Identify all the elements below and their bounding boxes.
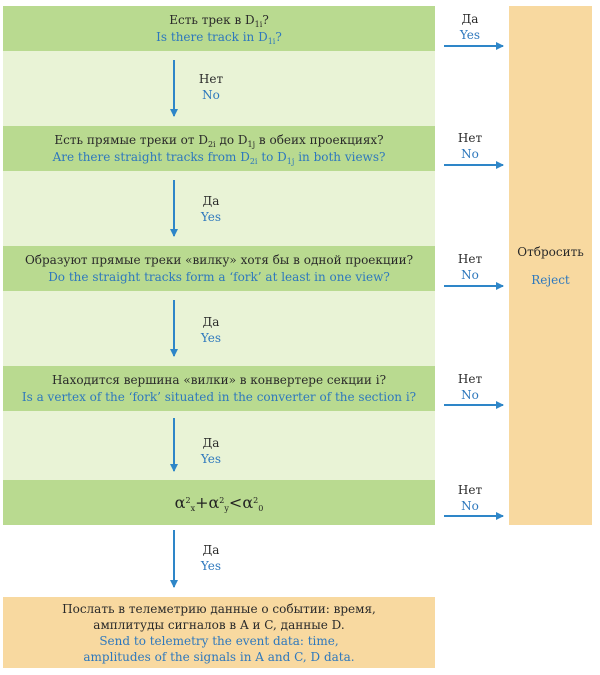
side-label-2: Нет No <box>457 131 483 161</box>
output-en-line-2: amplitudes of the signals in A and C, D data. <box>83 649 355 664</box>
side-label-4: Нет No <box>457 372 483 402</box>
output-ru-line-2: амплитуды сигналов в A и C, данные D. <box>93 617 345 632</box>
side-label-5: Нет No <box>457 483 483 513</box>
side-label-3: Нет No <box>457 252 483 282</box>
decision-2-en: Are there straight tracks from $D_{2i}$ to $D_{1j}$ in both views? <box>52 149 386 166</box>
decision-4-ru: Находится вершина «вилки» в конвертере секции i? <box>51 372 387 387</box>
side-label-1: Да Yes <box>459 12 481 42</box>
decision-2-ru: Есть прямые треки от $D_{2i}$ до $D_{1j}$ в обеих проекциях? <box>54 132 384 149</box>
output-en-line-1: Send to telemetry the event data: time, <box>99 633 339 648</box>
reject-label-en: Reject <box>531 272 570 287</box>
output-ru-line-1: Послать в телеметрию данные о событии: время, <box>62 601 376 616</box>
decision-3-ru: Образуют прямые треки «вилку» хотя бы в одной проекции? <box>24 252 414 267</box>
decision-4-en: Is a vertex of the ‘fork’ situated in the converter of the section i? <box>21 389 417 404</box>
down-label-1: Нет No <box>198 72 224 102</box>
down-label-3: Да Yes <box>200 315 222 345</box>
decision-3-en: Do the straight tracks form a ‘fork’ at least in one view? <box>48 269 390 284</box>
angle-formula: $\alpha^2_x+\alpha^2_y<\alpha^2_0$ <box>174 493 264 513</box>
decision-1-ru: Есть трек в $D_{1i}$? <box>169 12 269 29</box>
down-label-5: Да Yes <box>200 543 222 573</box>
down-label-4: Да Yes <box>200 436 222 466</box>
decision-1-en: Is there track in $D_{1i}$? <box>156 29 282 46</box>
down-label-2: Да Yes <box>200 194 222 224</box>
reject-label-ru: Отбросить <box>517 244 584 259</box>
